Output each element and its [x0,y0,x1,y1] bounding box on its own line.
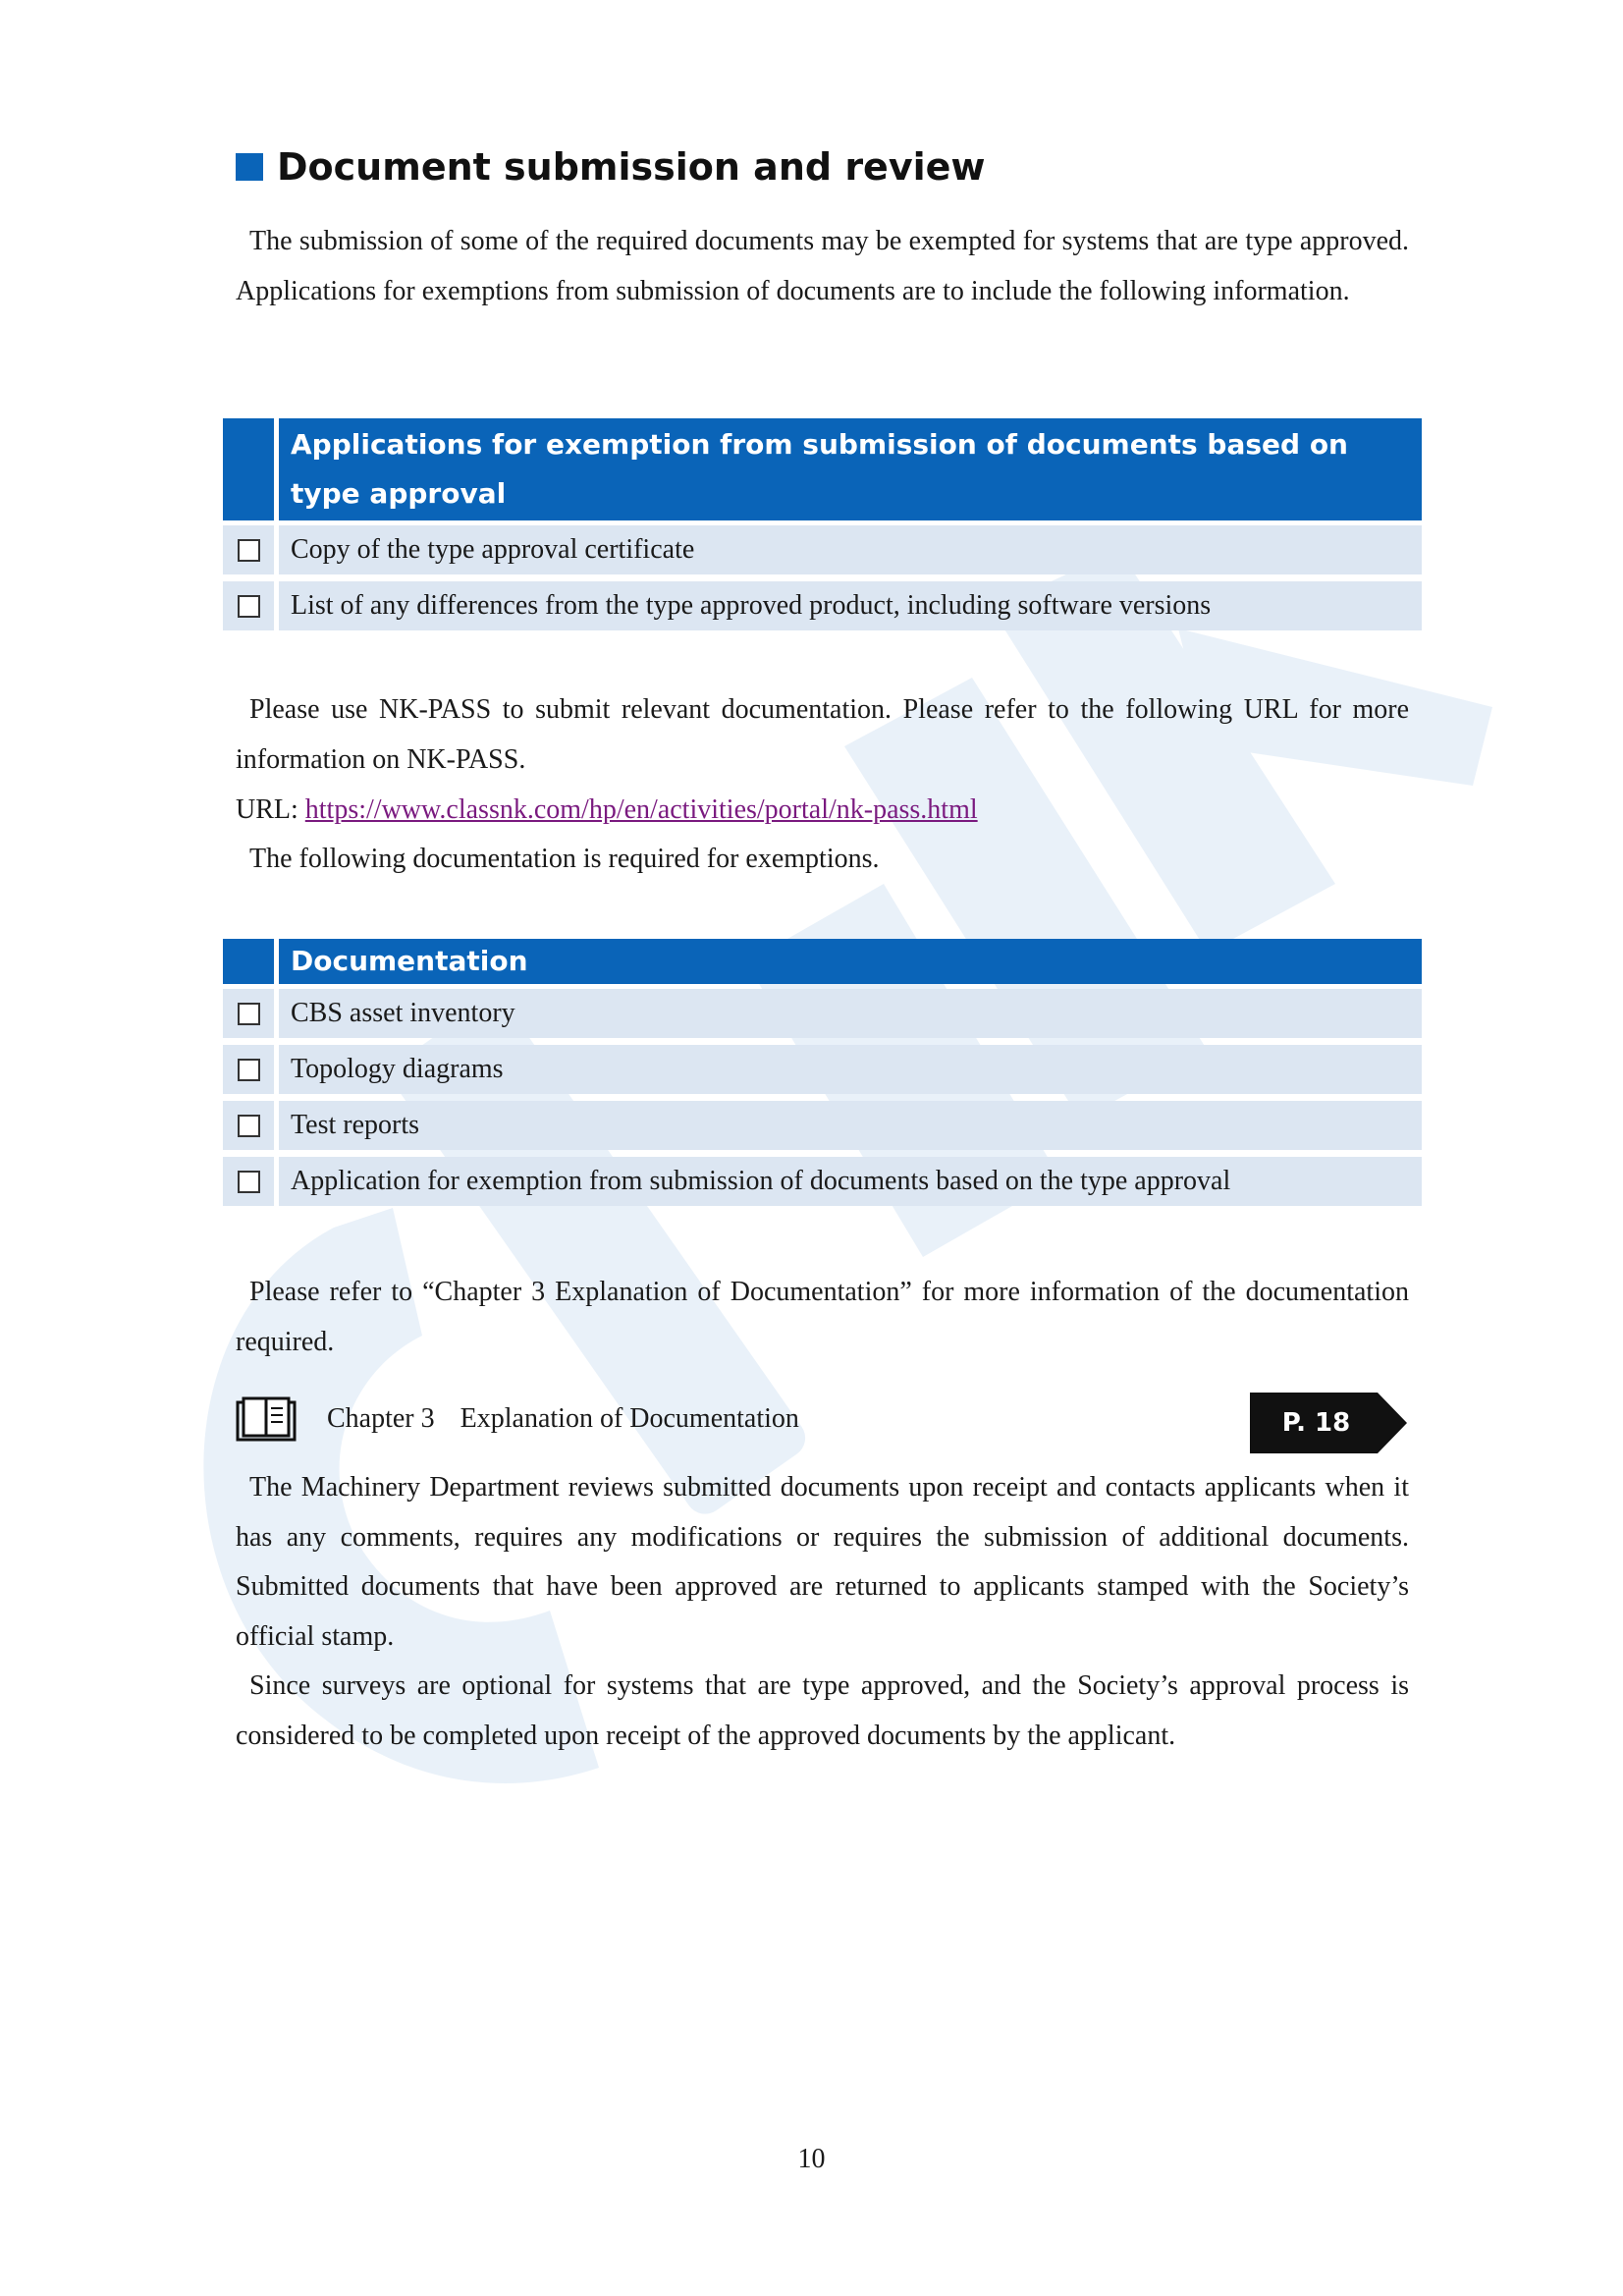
table-row [223,989,1422,1038]
checkbox-cell [223,1045,274,1094]
table-header [223,939,1422,984]
required-line: The following documentation is required for exemptions. [249,844,880,874]
section-heading [236,145,986,189]
page-tag-label: P. 18 [1281,1408,1351,1438]
checkbox-icon[interactable] [238,539,260,562]
checkbox-cell [223,581,274,630]
checkbox-icon[interactable] [238,595,260,618]
table-row [223,1101,1422,1150]
row-label: Test reports [279,1101,1422,1150]
review-paragraph [236,1463,1409,1662]
table-row [223,1045,1422,1094]
survey-paragraph [236,1662,1409,1761]
checkbox-cell [223,1101,274,1150]
row-label: Application for exemption from submission of documents based on the type approval [279,1157,1422,1206]
table-row [223,581,1422,630]
table-title: Documentation [279,939,1422,984]
row-label: Topology diagrams [279,1045,1422,1094]
checkbox-cell [223,525,274,574]
row-label: Copy of the type approval certificate [279,525,1422,574]
table-title: Applications for exemption from submission of documents based on type approval [279,418,1422,520]
refer-text: Please refer to “Chapter 3 Explanation of Documentation” for more information of the documentation required. [236,1277,1409,1357]
checkbox-cell [223,989,274,1038]
checkbox-icon[interactable] [238,1171,260,1193]
reference-text [327,1394,799,1444]
intro-paragraph [236,217,1409,316]
exemption-info-table [223,418,1422,637]
url-line [236,786,978,835]
checkbox-icon[interactable] [238,1059,260,1081]
header-stub [223,939,274,984]
documentation-table [223,939,1422,1213]
nkpass-link[interactable]: https://www.classnk.com/hp/en/activities/portal/nk-pass.html [304,794,978,825]
checkbox-icon[interactable] [238,1003,260,1025]
reference-chapter: Chapter 3 [327,1403,435,1434]
page-tag[interactable] [1250,1393,1409,1453]
row-label: List of any differences from the type approved product, including software versions [279,581,1422,630]
heading-text: Document submission and review [277,145,986,189]
url-label: URL: [236,794,305,825]
nkpass-text: Please use NK-PASS to submit relevant documentation. Please refer to the following URL for more information on NK-PASS. [236,694,1409,775]
survey-text: Since surveys are optional for systems that are type approved, and the Society’s approval process is considered to be completed upon receipt of the approved documents by the applicant. [236,1670,1409,1751]
header-stub [223,418,274,520]
book-icon [236,1396,297,1444]
refer-paragraph [236,1268,1409,1367]
intro-text: The submission of some of the required documents may be exempted for systems that are type approved. Applications for exemptions from submission of documents are to include the following information. [236,226,1409,306]
table-row [223,525,1422,574]
review-text: The Machinery Department reviews submitted documents upon receipt and contacts applicants when it has any comments, requires any modifications or requires the submission of additional documents. Submitted documents that have been approved are returned to applicants stamped with the Society’s official stamp. [236,1472,1409,1652]
checkbox-icon[interactable] [238,1115,260,1137]
reference-title: Explanation of Documentation [460,1403,799,1434]
checkbox-cell [223,1157,274,1206]
page-number: 10 [797,2144,826,2174]
row-label: CBS asset inventory [279,989,1422,1038]
table-row [223,1157,1422,1206]
nkpass-paragraph [236,685,1409,785]
table-header [223,418,1422,520]
chapter-reference[interactable] [236,1393,1409,1451]
heading-square-icon [236,153,263,181]
